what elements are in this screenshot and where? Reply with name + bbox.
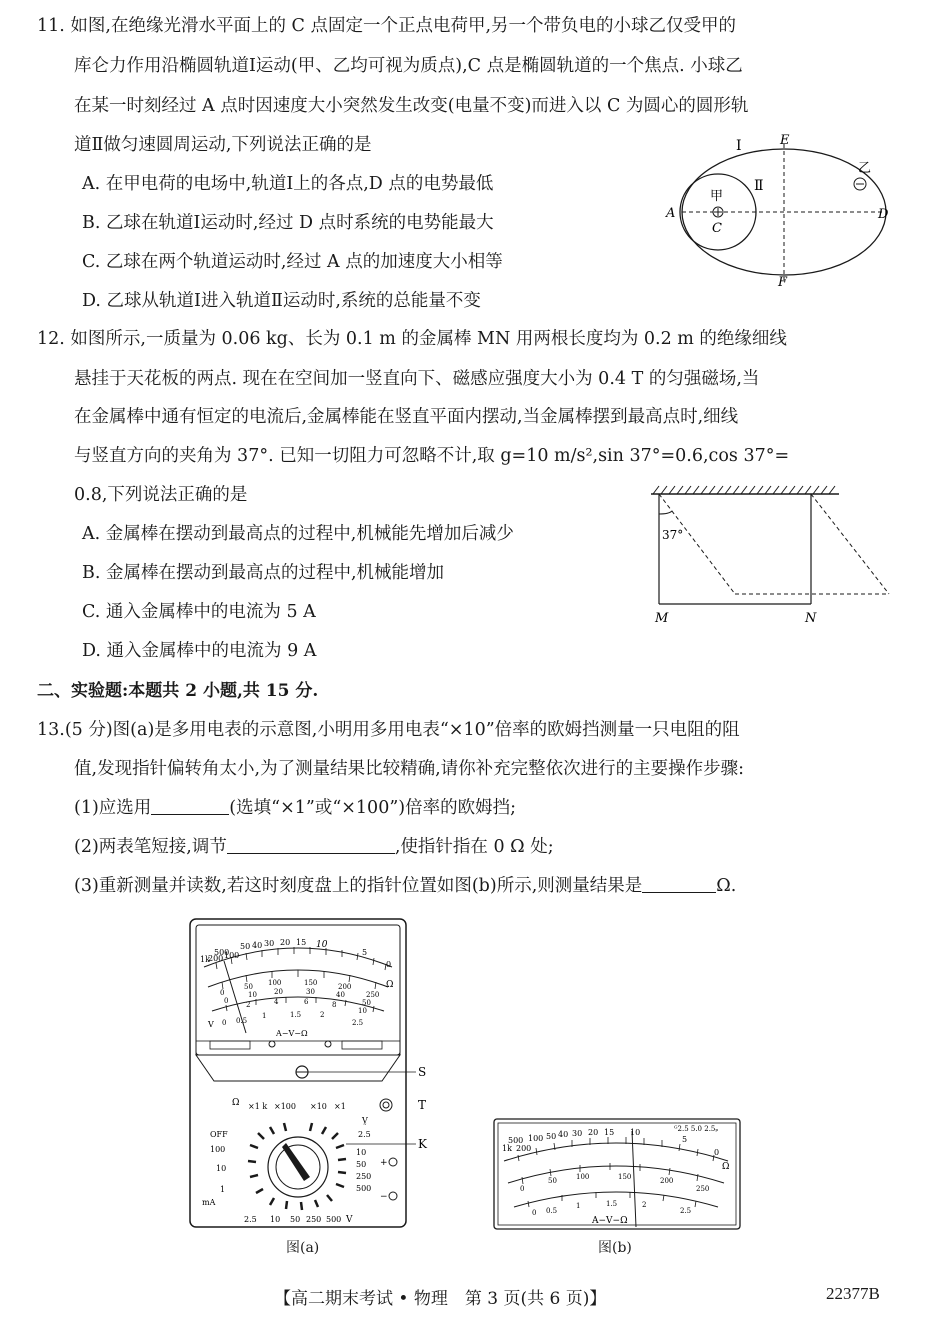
fa-ohm-1k: 1k xyxy=(200,955,210,964)
fb-low-2: 2 xyxy=(642,1201,647,1209)
point-m: M xyxy=(655,611,669,626)
range-ma-10: 10 xyxy=(216,1164,227,1173)
fb-low-15: 1.5 xyxy=(606,1200,618,1208)
range-vac-50: 50 xyxy=(356,1160,367,1169)
point-d: D xyxy=(878,207,889,222)
fa-mid-250: 250 xyxy=(366,991,380,999)
label-k: K xyxy=(418,1137,427,1151)
q11-line-3: 在某一时刻经过 A 点时因速度大小突然发生改变(电量不变)而进入以 C 为圆心的圆形轨 xyxy=(74,96,749,116)
fb-low-1: 1 xyxy=(576,1202,581,1210)
q12-line-3: 在金属棒中通有恒定的电流后,金属棒能在竖直平面内摆动,当金属棒摆到最高点时,细线 xyxy=(74,407,739,427)
fa-mid-100: 100 xyxy=(268,979,282,987)
fb-mid-250: 250 xyxy=(696,1185,710,1193)
range-off: OFF xyxy=(210,1130,228,1139)
q12-pendulum-figure xyxy=(645,484,895,629)
q12-line-1: 12. 如图所示,一质量为 0.06 kg、长为 0.1 m 的金属棒 MN 用两根长度均为 0.2 m 的绝缘细线 xyxy=(37,329,787,349)
fb-mid-150: 150 xyxy=(618,1173,632,1181)
fb-ohm-50: 50 xyxy=(546,1132,557,1141)
q12-option-c: C. 通入金属棒中的电流为 5 A xyxy=(82,602,316,622)
fb-ohm-0: 0 xyxy=(714,1148,720,1157)
fa-ohm-10: 10 xyxy=(316,940,328,950)
q13-step-1 xyxy=(74,796,516,820)
fb-low-25: 2.5 xyxy=(680,1207,692,1215)
fb-corner: ᴳ2.5 5.0 2.5ₚ xyxy=(674,1125,719,1133)
fb-mid-0: 0 xyxy=(520,1185,525,1193)
q13-line-1: 13.(5 分)图(a)是多用电表的示意图,小明用多用电表“×10”倍率的欧姆挡测量一只电阻的阻 xyxy=(37,720,740,740)
caption-fig-a: 图(a) xyxy=(286,1240,320,1256)
range-v-500: 500 xyxy=(326,1215,342,1224)
fa-mid2-10: 10 xyxy=(248,991,257,999)
fb-omega: Ω xyxy=(722,1162,730,1172)
q13-step-2 xyxy=(74,835,554,859)
point-n: N xyxy=(805,611,817,626)
terminal-minus: − xyxy=(380,1192,388,1202)
fa-mid2-0: 0 xyxy=(224,997,229,1005)
fb-low-05: 0.5 xyxy=(546,1207,558,1215)
fb-ohm-500: 500 xyxy=(508,1136,524,1145)
fa-low-05: 0.5 xyxy=(236,1017,248,1025)
q12-option-b: B. 金属棒在摆动到最高点的过程中,机械能增加 xyxy=(82,563,445,583)
point-e: E xyxy=(780,133,790,148)
dial-figure-b xyxy=(492,1117,744,1233)
fa-low-15: 1.5 xyxy=(290,1011,302,1019)
fa-low-1: 1 xyxy=(262,1012,267,1020)
fa-low2-2: 2 xyxy=(246,1001,251,1009)
footer-code: 22377B xyxy=(826,1284,880,1303)
fa-ohm-40: 40 xyxy=(252,941,263,950)
multimeter-figure-a xyxy=(186,915,446,1233)
fb-low-0: 0 xyxy=(532,1209,537,1217)
step1-prefix: (1)应选用 xyxy=(74,798,152,818)
fa-mid2-20: 20 xyxy=(274,988,283,996)
q11-option-b: B. 乙球在轨道Ⅰ运动时,经过 D 点时系统的电势能最大 xyxy=(82,213,494,233)
fb-ohm-30: 30 xyxy=(572,1129,583,1138)
fa-mid-50: 50 xyxy=(244,983,253,991)
fa-mid2-40: 40 xyxy=(336,991,345,999)
fa-low2-6: 6 xyxy=(304,998,309,1006)
range-x1k: ×1 k xyxy=(248,1102,268,1111)
q11-line-4: 道Ⅱ做匀速圆周运动,下列说法正确的是 xyxy=(74,135,372,155)
fb-mid-100: 100 xyxy=(576,1173,590,1181)
terminal-plus: + xyxy=(380,1158,388,1168)
fb-ohm-1k: 1k xyxy=(502,1144,512,1153)
fa-v-ac: V xyxy=(208,1020,214,1029)
fa-low-2: 2 xyxy=(320,1011,325,1019)
ball-yi-label: 乙 xyxy=(858,161,872,176)
fb-ohm-20: 20 xyxy=(588,1128,599,1137)
fa-dial-label: A−V−Ω xyxy=(276,1029,308,1038)
fa-ohm-200: 200 xyxy=(208,954,224,963)
orbit-label-1: Ⅰ xyxy=(736,138,742,154)
range-vac-25: 2.5 xyxy=(358,1130,371,1139)
point-f: F xyxy=(778,275,788,290)
point-a: A xyxy=(666,206,676,221)
orbit-label-2: Ⅱ xyxy=(754,178,764,194)
fb-mid-50: 50 xyxy=(548,1177,557,1185)
fa-ohm-15: 15 xyxy=(296,938,307,947)
fb-ohm-200: 200 xyxy=(516,1144,532,1153)
q12-line-4: 与竖直方向的夹角为 37°. 已知一切阻力可忽略不计,取 g=10 m/s²,sin 37°=0.6,cos 37°= xyxy=(74,446,790,466)
range-vac: V̰ xyxy=(362,1116,368,1125)
step2-suffix: ,使指针指在 0 Ω 处; xyxy=(394,837,554,857)
fa-ohm-500: 500 xyxy=(214,948,230,957)
angle-label: 37° xyxy=(662,528,684,542)
range-ma: mA xyxy=(202,1198,216,1207)
q11-option-a: A. 在甲电荷的电场中,轨道Ⅰ上的各点,D 点的电势最低 xyxy=(82,174,494,194)
fa-mid2-50: 50 xyxy=(362,999,371,1007)
fa-low-25: 2.5 xyxy=(352,1019,364,1027)
fa-omega: Ω xyxy=(386,980,394,990)
footer-center: 【高二期末考试 • 物理 第 3 页(共 6 页)】 xyxy=(274,1289,607,1309)
q13-step-3 xyxy=(74,874,736,898)
range-v-50: 50 xyxy=(290,1215,301,1224)
q12-option-a: A. 金属棒在摆动到最高点的过程中,机械能先增加后减少 xyxy=(82,524,514,544)
fa-ohm-100: 100 xyxy=(224,951,240,960)
q11-line-1: 11. 如图,在绝缘光滑水平面上的 C 点固定一个正点电荷甲,另一个带负电的小球乙仅受甲的 xyxy=(37,16,737,36)
range-vac-250: 250 xyxy=(356,1172,372,1181)
range-vac-10: 10 xyxy=(356,1148,367,1157)
range-v: V xyxy=(346,1215,353,1225)
range-ma-1: 1 xyxy=(220,1185,226,1194)
label-t: T xyxy=(418,1098,427,1112)
range-vac-500: 500 xyxy=(356,1184,372,1193)
range-x1: ×1 xyxy=(334,1102,346,1111)
fb-dial-label: A−V−Ω xyxy=(592,1216,628,1226)
q11-orbit-figure xyxy=(660,132,900,292)
fa-mid-0: 0 xyxy=(220,989,225,997)
fb-ohm-15: 15 xyxy=(604,1128,615,1137)
fb-ohm-10: 10 xyxy=(630,1128,641,1137)
fa-low-0: 0 xyxy=(222,1019,227,1027)
step1-suffix: (选填“×1”或“×100”)倍率的欧姆挡; xyxy=(229,798,516,818)
fa-low2-8: 8 xyxy=(332,1001,337,1009)
fa-ohm-50: 50 xyxy=(240,942,251,951)
label-s: S xyxy=(418,1065,427,1079)
fb-mid-200: 200 xyxy=(660,1177,674,1185)
step1-blank[interactable] xyxy=(151,796,229,815)
range-v-25: 2.5 xyxy=(244,1215,257,1224)
section-heading: 二、实验题:本题共 2 小题,共 15 分. xyxy=(37,681,319,701)
fa-low2-10: 10 xyxy=(358,1007,367,1015)
fa-ohm-5: 5 xyxy=(362,948,368,957)
fb-ohm-40: 40 xyxy=(558,1130,569,1139)
fb-ohm-5: 5 xyxy=(682,1135,688,1144)
fa-mid-200: 200 xyxy=(338,983,352,991)
range-x100: ×100 xyxy=(274,1102,296,1111)
q12-line-5: 0.8,下列说法正确的是 xyxy=(74,485,248,505)
range-x10: ×10 xyxy=(310,1102,327,1111)
q12-line-2: 悬挂于天花板的两点. 现在在空间加一竖直向下、磁感应强度大小为 0.4 T 的匀强磁场,当 xyxy=(74,369,760,389)
step3-suffix: Ω. xyxy=(716,876,737,896)
range-v-10: 10 xyxy=(270,1215,281,1224)
fa-ohm-20: 20 xyxy=(280,938,291,947)
range-v-250: 250 xyxy=(306,1215,322,1224)
charge-jia-label: 甲 xyxy=(710,189,724,204)
fa-mid-150: 150 xyxy=(304,979,318,987)
fa-ohm-30: 30 xyxy=(264,939,275,948)
range-ohm: Ω xyxy=(232,1098,240,1108)
q13-line-2: 值,发现指针偏转角太小,为了测量结果比较精确,请你补充完整依次进行的主要操作步骤: xyxy=(74,759,745,779)
fa-low2-4: 4 xyxy=(274,998,279,1006)
q11-option-c: C. 乙球在两个轨道运动时,经过 A 点的加速度大小相等 xyxy=(82,252,503,272)
step2-prefix: (2)两表笔短接,调节 xyxy=(74,837,227,857)
step3-prefix: (3)重新测量并读数,若这时刻度盘上的指针位置如图(b)所示,则测量结果是 xyxy=(74,876,643,896)
q11-line-2: 库仑力作用沿椭圆轨道Ⅰ运动(甲、乙均可视为质点),C 点是椭圆轨道的一个焦点. 小球乙 xyxy=(74,56,743,76)
range-ma-100: 100 xyxy=(210,1145,226,1154)
q12-option-d: D. 通入金属棒中的电流为 9 A xyxy=(82,641,317,661)
caption-fig-b: 图(b) xyxy=(598,1240,632,1256)
fa-mid2-30: 30 xyxy=(306,988,315,996)
step2-blank[interactable] xyxy=(227,835,395,854)
fb-ohm-100: 100 xyxy=(528,1134,544,1143)
point-c: C xyxy=(712,221,722,236)
step3-blank[interactable] xyxy=(642,874,716,893)
q11-option-d: D. 乙球从轨道Ⅰ进入轨道Ⅱ运动时,系统的总能量不变 xyxy=(82,291,481,311)
fa-ohm-0: 0 xyxy=(386,960,392,969)
